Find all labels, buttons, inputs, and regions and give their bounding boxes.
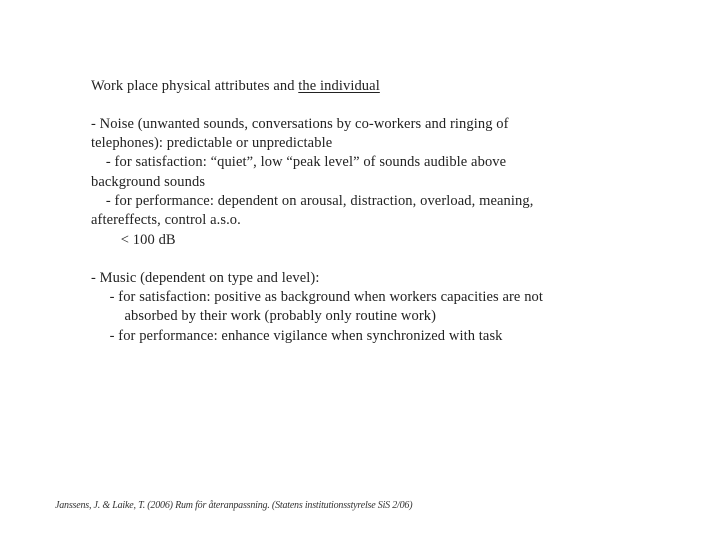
noise-line-2: telephones): predictable or unpredictable [91, 135, 333, 151]
noise-line-1: - Noise (unwanted sounds, conversations by co-workers and ringing of [91, 116, 509, 132]
slide-title-plain: Work place physical attributes and [91, 78, 299, 94]
noise-line-6: aftereffects, control a.s.o. [91, 212, 241, 228]
noise-line-3: - for satisfaction: “quiet”, low “peak level” of sounds audible above [91, 154, 507, 170]
citation: Janssens, J. & Laike, T. (2006) Rum för återanpassning. (Statens institutionsstyrelse SiS 2/06) [55, 500, 413, 511]
music-line-4: - for performance: enhance vigilance when synchronized with task [91, 328, 503, 344]
slide-title [91, 77, 380, 96]
noise-line-5: - for performance: dependent on arousal, distraction, overload, meaning, [91, 193, 534, 209]
music-line-2: - for satisfaction: positive as background when workers capacities are not [91, 289, 544, 305]
music-line-1: - Music (dependent on type and level): [91, 270, 320, 286]
noise-line-7: < 100 dB [91, 232, 176, 248]
noise-line-4: background sounds [91, 174, 206, 190]
music-line-3: absorbed by their work (probably only routine work) [91, 308, 437, 324]
slide-title-underlined: the individual [298, 78, 380, 94]
